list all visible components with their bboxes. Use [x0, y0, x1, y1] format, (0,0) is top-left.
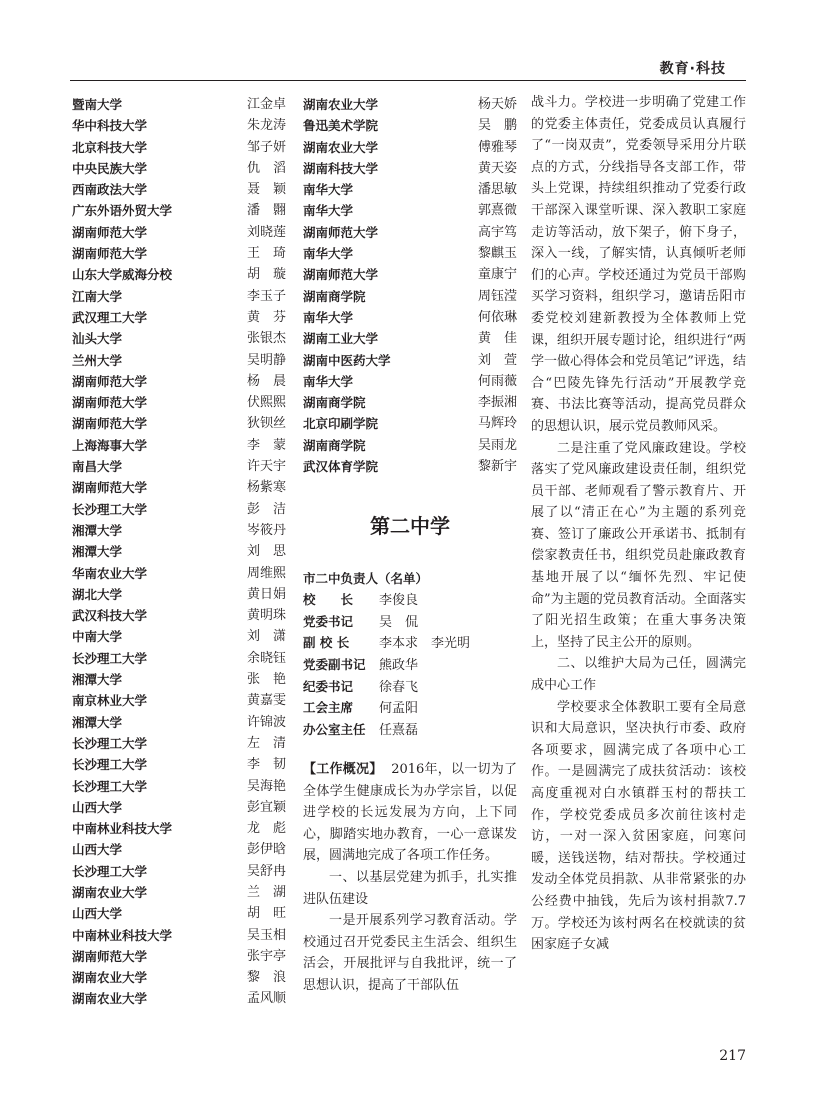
school-name: 汕头大学 [72, 331, 123, 347]
point1-heading: 一、以基层党建为抓手，扎实推进队伍建设 [303, 869, 517, 907]
student-name: 吴舒冉 [246, 863, 286, 879]
school-name: 湘潭大学 [72, 522, 123, 538]
list-item [72, 477, 286, 498]
student-name: 杨 晨 [246, 373, 286, 389]
roster-names: 李本求 李光明 [379, 636, 471, 652]
school-name: 华南农业大学 [72, 565, 148, 581]
school-name: 上海海事大学 [72, 437, 148, 453]
school-name: 湖北大学 [72, 586, 123, 602]
school-name: 湘潭大学 [72, 672, 123, 688]
list-item [303, 371, 517, 392]
school-name: 湖南商学院 [303, 437, 366, 453]
school-name: 湖南师范大学 [72, 416, 148, 432]
student-name: 李玉子 [246, 288, 286, 304]
list-item [303, 307, 517, 328]
page-number: 217 [719, 1048, 746, 1064]
list-item [72, 797, 286, 818]
roster-names: 徐春飞 [379, 679, 419, 695]
student-name: 仇 滔 [246, 160, 286, 176]
school-name: 山东大学威海分校 [72, 267, 173, 283]
overview-tag: 【工作概况】 [303, 762, 383, 777]
school-name: 中央民族大学 [72, 160, 148, 176]
student-name: 周钰滢 [477, 288, 517, 304]
list-item [72, 115, 286, 136]
student-name: 吴海艳 [246, 778, 286, 794]
list-item [303, 115, 517, 136]
roster-role: 校 长 [303, 592, 354, 607]
list-item [72, 413, 286, 434]
school-name: 湘潭大学 [72, 544, 123, 560]
roster-names: 吴 侃 [379, 614, 419, 630]
roster-row [303, 654, 517, 676]
list-item [72, 925, 286, 946]
roster-names: 任熹磊 [379, 723, 419, 739]
school-name: 山西大学 [72, 906, 123, 922]
list-item [303, 350, 517, 371]
student-name: 狄钡丝 [246, 416, 286, 432]
list-item [303, 158, 517, 179]
point2-heading: 二、以维护大局为己任，圆满完成中心工作 [531, 656, 746, 694]
paragraph-2: 二是注重了党风廉政建设。学校落实了党风廉政建设责任制，组织党员干部、老师观看了警示教育片、开展了以“清正在心”为主题的系列竞赛、签订了廉政公开承诺书、抵制有偿家教责任书，组织党员赴廉政教育基地开展了以“缅怀先烈、牢记使命”为主题的党员教育活动。全面落实了阳光招生政策；在重大事务决策上，坚持了民主公开的原则。 [531, 440, 746, 650]
paragraph-1: 战斗力。学校进一步明确了党建工作的党委主体责任，党委成员认真履行了“一岗双责”，党委领导采用分片联点的方式，分线指导各支部工作，带头上党课，持续组织推动了党委行政干部深入课堂听课、深入教职工家庭走访等活动，放下架子，俯下身子，深入一线，了解实情，认真倾听老师们的心声。学校还通过为党员干部购买学习资料，组织学习，邀请岳阳市委党校刘建新教授为全体教师上党课，组织开展专题讨论，组织进行“两学一做心得体会和党员笔记”评选，结合“巴陵先锋先行活动”开展教学竞赛、书法比赛等活动，提高党员群众的思想认识，展示党员教师风采。 [531, 95, 746, 434]
roster-role: 党委副书记 [303, 657, 366, 673]
student-name: 何雨薇 [477, 373, 517, 389]
student-name: 龙 彪 [246, 821, 286, 837]
school-name: 中南林业科技大学 [72, 927, 173, 943]
student-name: 岑筱丹 [246, 522, 286, 538]
student-name: 刘晓莲 [246, 224, 286, 240]
student-name: 何依琳 [477, 309, 517, 325]
student-name: 李 蒙 [246, 437, 286, 453]
list-item [303, 94, 517, 115]
student-name: 郭熹微 [477, 203, 517, 219]
school-name: 山西大学 [72, 842, 123, 858]
school-name: 北京科技大学 [72, 139, 148, 155]
student-name: 黎 浪 [246, 970, 286, 986]
student-name: 张 艳 [246, 672, 286, 688]
list-item [72, 200, 286, 221]
roster-row [303, 719, 517, 741]
student-name: 吴雨龙 [477, 437, 517, 453]
school-name: 湘潭大学 [72, 714, 123, 730]
list-item [72, 839, 286, 860]
list-item [303, 264, 517, 285]
school-name: 武汉体育学院 [303, 459, 379, 475]
list-item [72, 307, 286, 328]
roster-role: 副 校 长 [303, 635, 350, 651]
school-name: 湖南商学院 [303, 395, 366, 411]
roster-role: 工会主席 [303, 700, 354, 716]
student-name: 高宇笃 [477, 224, 517, 240]
school-name: 华中科技大学 [72, 118, 148, 134]
school-name: 湖南师范大学 [72, 246, 148, 262]
list-item [72, 648, 286, 669]
list-item [72, 499, 286, 520]
school-name: 南昌大学 [72, 459, 123, 475]
leadership-roster [303, 589, 517, 741]
point1-text: 一是开展系列学习教育活动。学校通过召开党委民主生活会、组织生活会，开展批评与自我批评，统一了思想认识，提高了干部队伍 [303, 913, 517, 993]
student-name: 许天宇 [246, 459, 286, 475]
roster-row [303, 589, 517, 611]
school-name: 长沙理工大学 [72, 778, 148, 794]
list-item [72, 435, 286, 456]
school-name: 湖南师范大学 [72, 224, 148, 240]
roster-row [303, 697, 517, 719]
list-item [72, 669, 286, 690]
school-name: 南华大学 [303, 373, 354, 389]
admission-list-column-1 [72, 94, 286, 1010]
school-name: 湖南工业大学 [303, 331, 379, 347]
school-name: 南京林业大学 [72, 693, 148, 709]
list-item [72, 541, 286, 562]
student-name: 王 琦 [246, 246, 286, 262]
student-name: 潘思敏 [477, 182, 517, 198]
school-name: 湖南师范大学 [72, 395, 148, 411]
list-item [72, 605, 286, 626]
list-item [72, 350, 286, 371]
list-item [72, 222, 286, 243]
list-item [303, 392, 517, 413]
school-name: 山西大学 [72, 799, 123, 815]
roster-row [303, 632, 517, 654]
student-name: 余晓钰 [246, 650, 286, 666]
work-overview [303, 759, 517, 997]
list-item [72, 243, 286, 264]
student-name: 童康宁 [477, 267, 517, 283]
school-name: 南华大学 [303, 246, 354, 262]
list-item [72, 754, 286, 775]
list-item [72, 137, 286, 158]
list-item [303, 413, 517, 434]
list-item [72, 94, 286, 115]
student-name: 马辉玲 [477, 416, 517, 432]
list-item [72, 712, 286, 733]
list-item [72, 286, 286, 307]
list-item [72, 690, 286, 711]
student-name: 朱龙涛 [246, 118, 286, 134]
list-item [303, 222, 517, 243]
overview-text: 2016年，以一切为了全体学生健康成长为办学宗旨，以促进学校的长远发展为方向，上下同心，脚踏实地办教育，一心一意谋发展，圆满地完成了各项工作任务。 [303, 762, 517, 864]
school-name: 湖南中医药大学 [303, 352, 391, 368]
list-item [303, 243, 517, 264]
school-name: 西南政法大学 [72, 182, 148, 198]
list-item [72, 456, 286, 477]
list-item [72, 988, 286, 1009]
school-name: 武汉理工大学 [72, 309, 148, 325]
student-name: 胡 旺 [246, 906, 286, 922]
student-name: 胡 璇 [246, 267, 286, 283]
roster-role: 办公室主任 [303, 722, 366, 738]
school-name: 暨南大学 [72, 97, 123, 112]
school-name: 南华大学 [303, 203, 354, 219]
student-name: 黄嘉雯 [246, 693, 286, 709]
list-item [303, 137, 517, 158]
list-item [72, 563, 286, 584]
list-item [72, 179, 286, 200]
roster-names: 熊政华 [379, 658, 419, 674]
school-name: 湖南商学院 [303, 288, 366, 304]
student-name: 左 清 [246, 735, 286, 751]
school-name: 湖南师范大学 [72, 480, 148, 496]
list-item [72, 392, 286, 413]
roster-names: 李俊良 [379, 593, 419, 608]
school-name: 武汉科技大学 [72, 608, 148, 624]
student-name: 吴玉相 [246, 927, 286, 943]
school-name: 中南林业科技大学 [72, 821, 173, 837]
school-name: 长沙理工大学 [72, 757, 148, 773]
student-name: 黎新宇 [477, 459, 517, 475]
list-item [72, 733, 286, 754]
list-item [72, 626, 286, 647]
school-name: 湖南师范大学 [303, 224, 379, 240]
list-item [72, 818, 286, 839]
list-item [72, 520, 286, 541]
list-item [72, 903, 286, 924]
list-item [72, 371, 286, 392]
student-name: 傅雅琴 [477, 139, 517, 155]
student-name: 吴 鹏 [477, 118, 517, 134]
school-name: 南华大学 [303, 309, 354, 325]
student-name: 黄 芬 [246, 309, 286, 325]
list-item [303, 179, 517, 200]
roster-row [303, 611, 517, 633]
student-name: 黎麒玉 [477, 246, 517, 262]
roster-names: 何孟阳 [379, 701, 419, 717]
school-name: 江南大学 [72, 288, 123, 304]
student-name: 黄 佳 [477, 331, 517, 347]
school-name: 湖南科技大学 [303, 160, 379, 176]
list-item [72, 584, 286, 605]
student-name: 潘 翾 [246, 203, 286, 219]
student-name: 李 韧 [246, 757, 286, 773]
school-name: 北京印刷学院 [303, 416, 379, 432]
student-name: 杨天娇 [477, 97, 517, 112]
list-item [72, 328, 286, 349]
roster-row [303, 676, 517, 698]
section-heading: 第二中学 [370, 514, 450, 538]
list-item [72, 861, 286, 882]
student-name: 孟风顺 [246, 991, 286, 1007]
student-name: 黄天姿 [477, 160, 517, 176]
student-name: 李振湘 [477, 395, 517, 411]
student-name: 周维熙 [246, 565, 286, 581]
school-name: 湖南农业大学 [72, 884, 148, 900]
list-item [303, 435, 517, 456]
roster-role: 党委书记 [303, 613, 354, 629]
student-name: 聂 颖 [246, 182, 286, 198]
student-name: 黄明珠 [246, 608, 286, 624]
student-name: 彭宜颖 [246, 799, 286, 815]
right-column-text [531, 92, 746, 956]
list-item [303, 200, 517, 221]
list-item [303, 328, 517, 349]
list-item [303, 456, 517, 477]
school-name: 湖南师范大学 [303, 267, 379, 283]
student-name: 兰 湖 [246, 884, 286, 900]
paragraph-3: 学校要求全体教职工要有全局意识和大局意识，坚决执行市委、政府各项要求，圆满完成了各项中心工作。一是圆满完了成扶贫活动：该校高度重视对白水镇群玉村的帮扶工作，学校党委成员多次前往该村走访，一对一深入贫困家庭，问寒问暖，送钱送物，结对帮扶。学校通过发动全体党员捐款、从非常紧张的办公经费中抽钱，先后为该村捐款7.7万。学校还为该村两名在校就读的贫困家庭子女减 [531, 699, 746, 953]
list-item [72, 882, 286, 903]
student-name: 刘 萱 [477, 352, 517, 368]
school-name: 广东外语外贸大学 [72, 203, 173, 219]
roster-title: 市二中负责人（名单） [303, 571, 429, 586]
header-rule [70, 80, 746, 81]
section-label: 教育·科技 [659, 61, 726, 77]
student-name: 杨紫寒 [246, 480, 286, 496]
roster-role: 纪委书记 [303, 678, 354, 694]
list-item [72, 776, 286, 797]
list-item [72, 158, 286, 179]
school-name: 湖南师范大学 [72, 948, 148, 964]
student-name: 张宇亭 [246, 948, 286, 964]
student-name: 刘 潇 [246, 629, 286, 645]
school-name: 湖南师范大学 [72, 373, 148, 389]
student-name: 许锦波 [246, 714, 286, 730]
student-name: 刘 思 [246, 544, 286, 560]
list-item [72, 967, 286, 988]
school-name: 长沙理工大学 [72, 735, 148, 751]
list-item [72, 264, 286, 285]
student-name: 江金卓 [246, 97, 286, 112]
list-item [72, 946, 286, 967]
school-name: 湖南农业大学 [303, 97, 379, 112]
school-name: 湖南农业大学 [303, 139, 379, 155]
student-name: 张银杰 [246, 331, 286, 347]
student-name: 邹子妍 [246, 139, 286, 155]
school-name: 兰州大学 [72, 352, 123, 368]
student-name: 彭 洁 [246, 501, 286, 517]
school-name: 中南大学 [72, 629, 123, 645]
school-name: 南华大学 [303, 182, 354, 198]
list-item [303, 286, 517, 307]
school-name: 鲁迅美术学院 [303, 118, 379, 134]
school-name: 长沙理工大学 [72, 501, 148, 517]
student-name: 伏熙熙 [246, 395, 286, 411]
school-name: 长沙理工大学 [72, 650, 148, 666]
school-name: 湖南农业大学 [72, 991, 148, 1007]
student-name: 彭伊晗 [246, 842, 286, 858]
student-name: 黄日娟 [246, 586, 286, 602]
admission-list-column-2 [303, 94, 517, 477]
student-name: 吴明静 [246, 352, 286, 368]
school-name: 湖南农业大学 [72, 970, 148, 986]
school-name: 长沙理工大学 [72, 863, 148, 879]
